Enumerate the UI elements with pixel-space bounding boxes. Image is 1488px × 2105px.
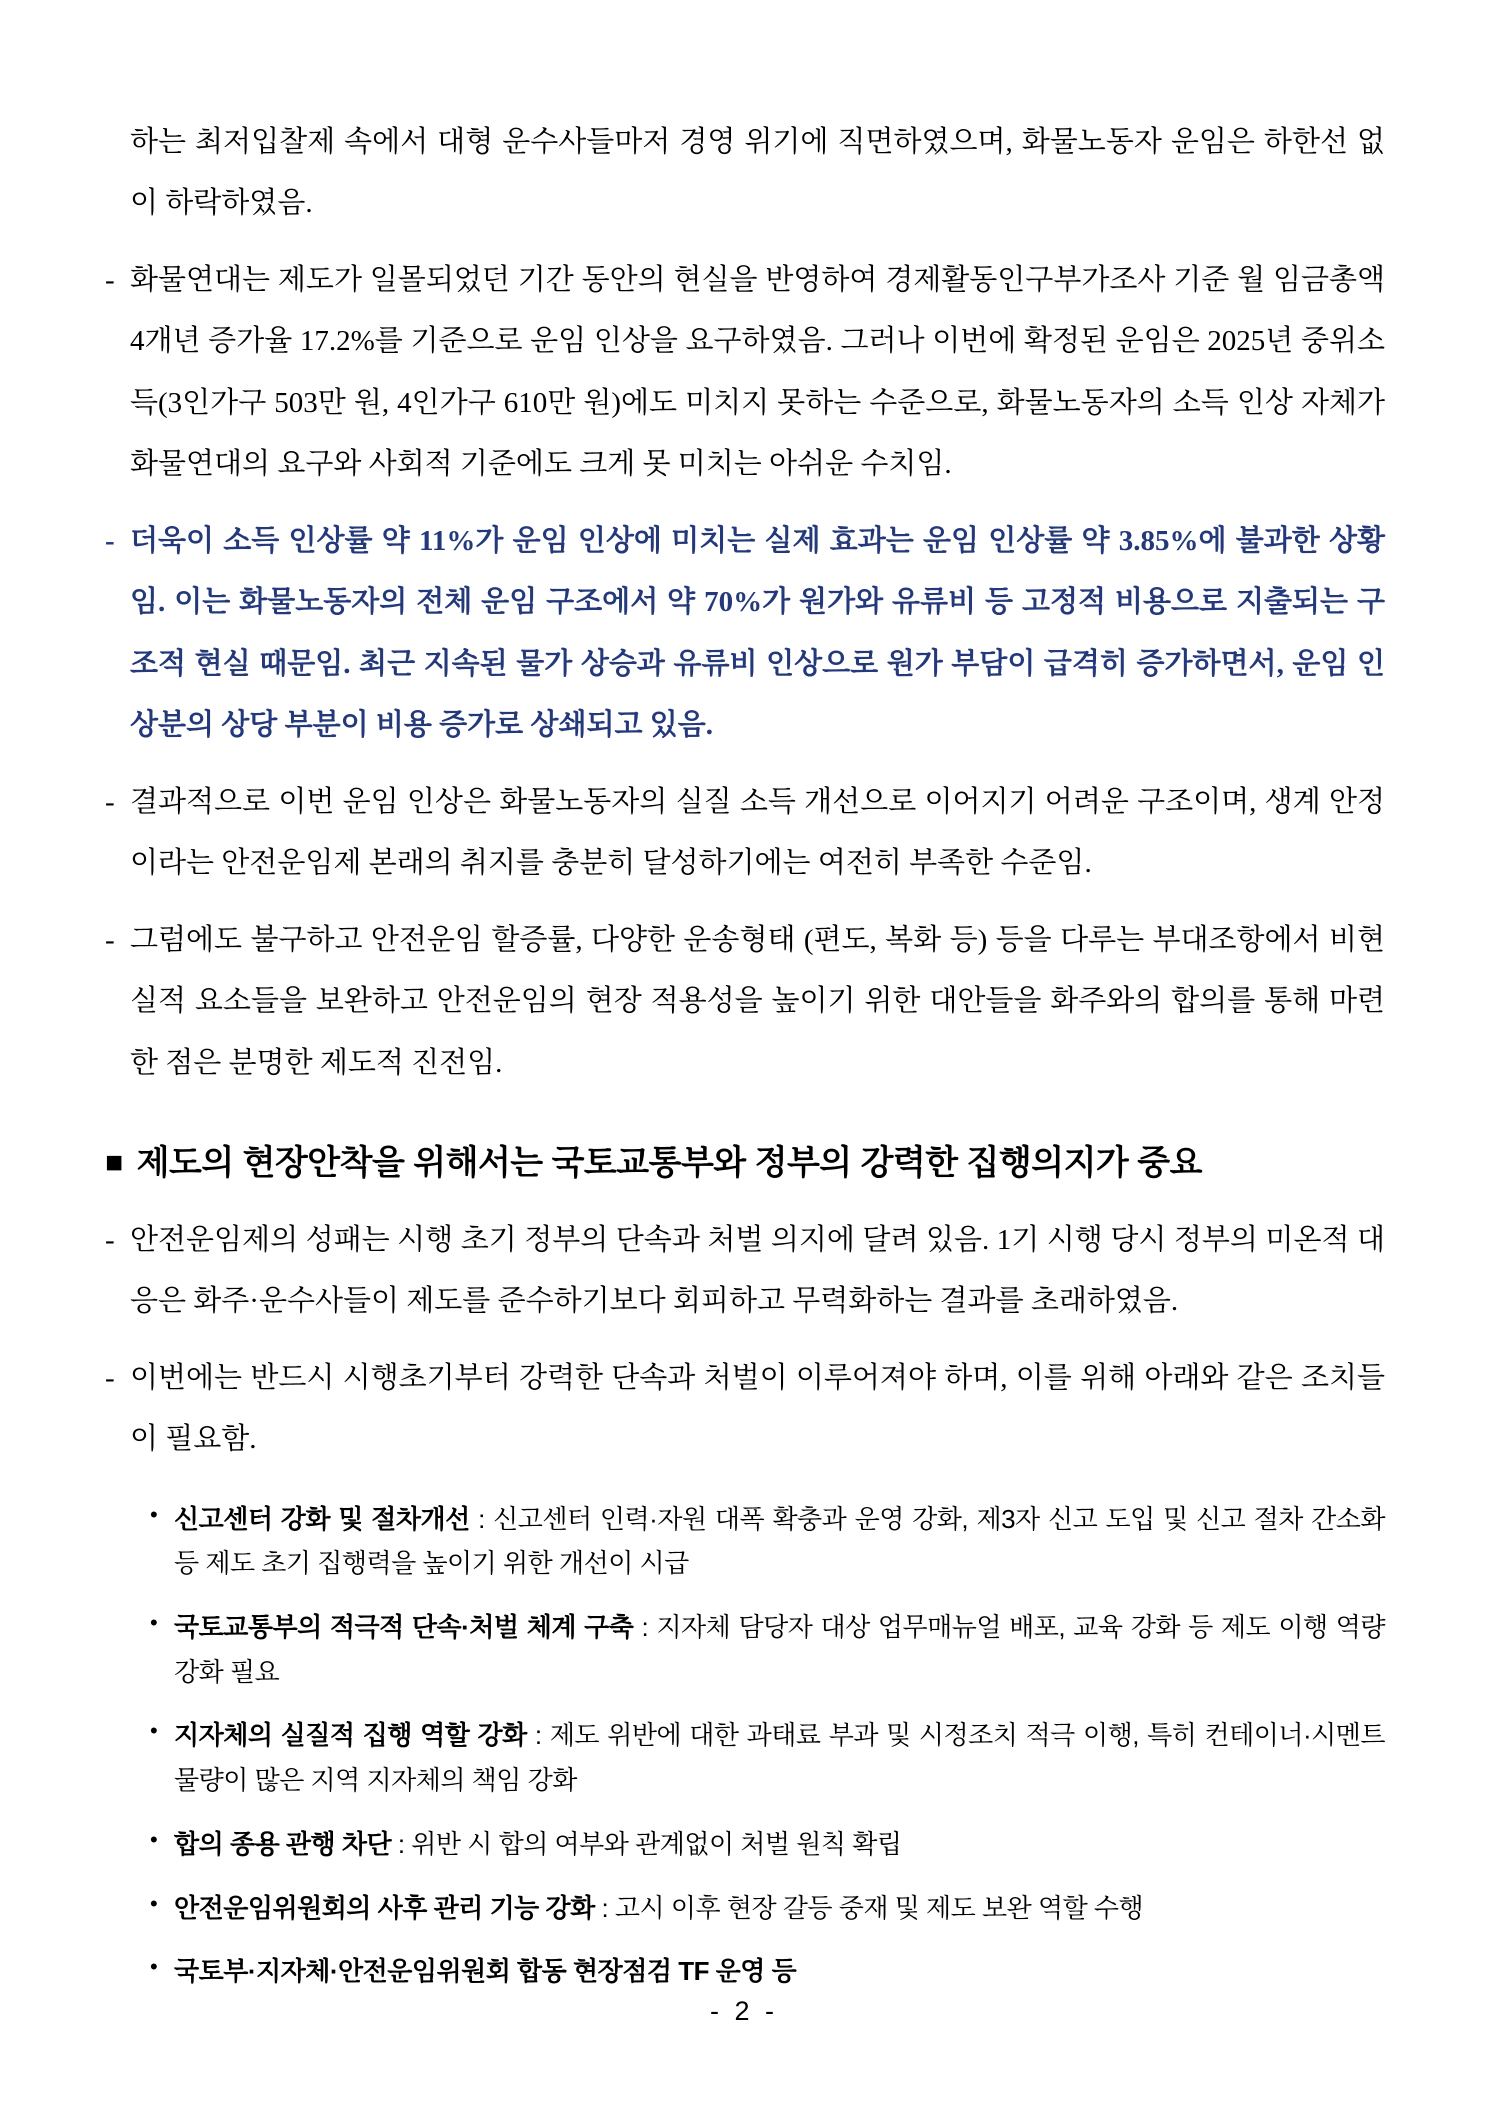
action-items-list (148, 1497, 1385, 1994)
bullet-icon: • (150, 1718, 158, 1744)
dash-paragraph (105, 772, 1385, 895)
dash-paragraph (105, 1210, 1385, 1333)
page-number: - 2 - (709, 1996, 778, 2026)
dash-paragraph-emphasized (105, 511, 1385, 757)
dash-marker: - (105, 785, 115, 818)
list-item (148, 1605, 1385, 1694)
paragraph-text: 결과적으로 이번 운임 인상은 화물노동자의 실질 소득 개선으로 이어지기 어려운 구조이며, 생계 안정이라는 안전운임제 본래의 취지를 충분히 달성하기에는 여전히 부족한 수준임. (130, 785, 1385, 880)
list-item (148, 1713, 1385, 1802)
list-item (148, 1822, 1385, 1867)
bullet-rest: : 고시 이후 현장 갈등 중재 및 제도 보완 역할 수행 (594, 1892, 1144, 1923)
paragraph-text: 안전운임제의 성패는 시행 초기 정부의 단속과 처벌 의지에 달려 있음. 1기 시행 당시 정부의 미온적 대응은 화주·운수사들이 제도를 준수하기보다 회피하고 무력화하는 결과를 초래하였음. (130, 1223, 1385, 1318)
list-item (148, 1886, 1385, 1931)
black-square-icon: ■ (105, 1146, 123, 1180)
dash-marker: - (105, 263, 115, 296)
bullet-icon: • (150, 1890, 158, 1916)
paragraph-text: 화물연대는 제도가 일몰되었던 기간 동안의 현실을 반영하여 경제활동인구부가조사 기준 월 임금총액 4개년 증가율 17.2%를 기준으로 운임 인상을 요구하였음. 그러나 이번에 확정된 운임은 2025년 중위소득(3인가구 503만 원, 4인가구 610만 원)에도 미치지 못하는 수준으로, 화물노동자의 소득 인상 자체가 화물연대의 요구와 사회적 기준에도 크게 못 미치는 아쉬운 수치임. (130, 263, 1385, 481)
dash-paragraph (105, 910, 1385, 1094)
section-header (105, 1140, 1385, 1188)
dash-marker: - (105, 1223, 115, 1256)
bullet-rest: : 위반 시 합의 여부와 관계없이 처벌 원칙 확립 (391, 1828, 902, 1859)
bullet-icon: • (150, 1501, 158, 1527)
bullet-icon: • (150, 1826, 158, 1852)
paragraph-text: 더욱이 소득 인상률 약 11%가 운임 인상에 미치는 실제 효과는 운임 인상률 약 3.85%에 불과한 상황임. 이는 화물노동자의 전체 운임 구조에서 약 70%가 원가와 유류비 등 고정적 비용으로 지출되는 구조적 현실 때문임. 최근 지속된 물가 상승과 유류비 인상으로 원가 부담이 급격히 증가하면서, 운임 인상분의 상당 부분이 비용 증가로 상쇄되고 있음. (130, 524, 1385, 742)
continuation-paragraph: 하는 최저입찰제 속에서 대형 운수사들마저 경영 위기에 직면하였으며, 화물노동자 운임은 하한선 없이 하락하였음. (130, 126, 1385, 220)
bullet-lead: 지자체의 실질적 집행 역할 강화 (174, 1720, 527, 1751)
dash-marker: - (105, 1361, 115, 1394)
bullet-rest: : 신고센터 인력·자원 대폭 확충과 운영 강화, 제3자 신고 도입 및 신고 절차 간소화 등 제도 초기 집행력을 높이기 위한 개선이 시급 (174, 1503, 1385, 1579)
dash-marker: - (105, 524, 115, 557)
bullet-rest: : 지자체 담당자 대상 업무매뉴얼 배포, 교육 강화 등 제도 이행 역량 강화 필요 (174, 1611, 1385, 1687)
dash-marker: - (105, 923, 115, 956)
bullet-lead: 신고센터 강화 및 절차개선 (174, 1503, 470, 1534)
bullet-icon: • (150, 1954, 158, 1980)
list-item (148, 1949, 1385, 1994)
bullet-lead: 합의 종용 관행 차단 (174, 1828, 392, 1859)
bullet-lead: 안전운임위원회의 사후 관리 기능 강화 (174, 1892, 595, 1923)
bullet-rest: : 제도 위반에 대한 과태료 부과 및 시정조치 적극 이행, 특히 컨테이너·시멘트 물량이 많은 지역 지자체의 책임 강화 (174, 1720, 1385, 1796)
dash-paragraph (105, 250, 1385, 496)
paragraph-text: 이번에는 반드시 시행초기부터 강력한 단속과 처벌이 이루어져야 하며, 이를 위해 아래와 같은 조치들이 필요함. (130, 1361, 1385, 1456)
bullet-lead: 국토교통부의 적극적 단속·처벌 체계 구축 (174, 1611, 634, 1642)
section-header-title: 제도의 현장안착을 위해서는 국토교통부와 정부의 강력한 집행의지가 중요 (136, 1144, 1202, 1183)
bullet-icon: • (150, 1609, 158, 1635)
bullet-lead: 국토부·지자체·안전운임위원회 합동 현장점검 TF 운영 등 (174, 1956, 797, 1987)
paragraph-text: 그럼에도 불구하고 안전운임 할증률, 다양한 운송형태 (편도, 복화 등) 등을 다루는 부대조항에서 비현실적 요소들을 보완하고 안전운임의 현장 적용성을 높이기 위한 대안들을 화주와의 합의를 통해 마련한 점은 분명한 제도적 진전임. (130, 923, 1385, 1079)
list-item (148, 1497, 1385, 1586)
dash-paragraph (105, 1348, 1385, 1471)
